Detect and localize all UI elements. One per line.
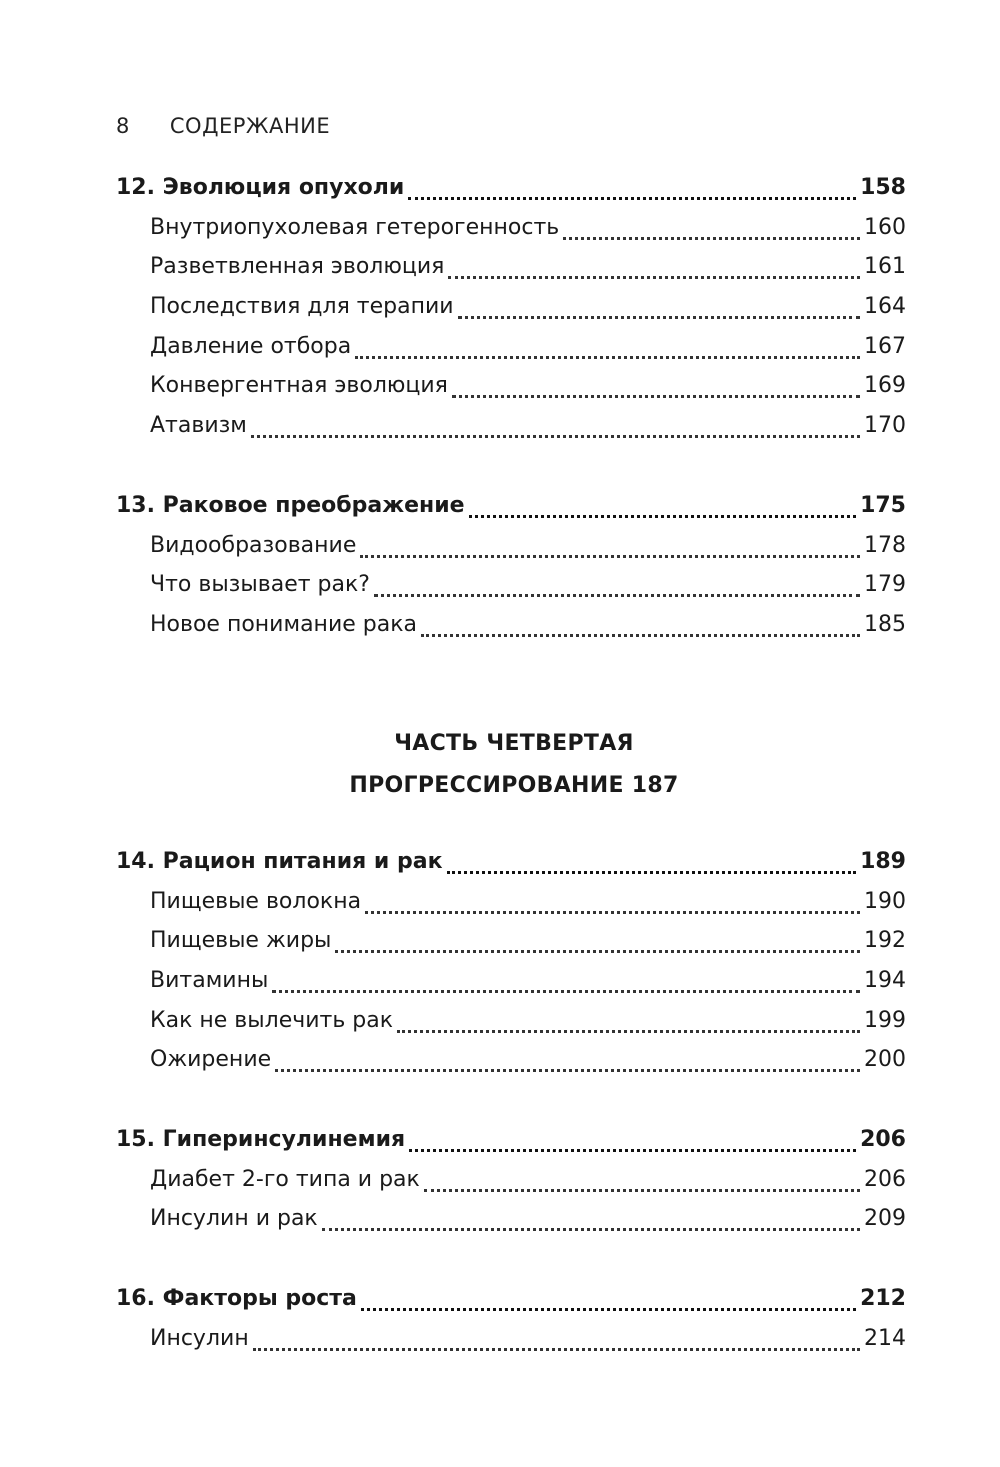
toc-block-2b [116,1120,906,1239]
dot-leader [408,184,856,204]
toc-entry-section[interactable] [116,1001,906,1041]
entry-title: 14. Рацион питания и рак [116,849,443,874]
toc-entry-section[interactable] [116,1199,906,1239]
entry-title: 15. Гиперинсулинемия [116,1127,406,1152]
entry-page: 212 [860,1286,906,1311]
entry-page: 189 [860,849,906,874]
toc-entry-section[interactable] [116,366,906,406]
entry-page: 167 [864,333,906,359]
entry-title: Конвергентная эволюция [150,373,448,399]
entry-page: 206 [860,1127,906,1152]
dot-leader [322,1215,860,1235]
dot-leader [447,858,857,878]
toc-entry-section[interactable] [116,287,906,327]
entry-page: 179 [864,572,906,598]
entry-page: 199 [864,1007,906,1033]
chapter-14 [116,842,906,1080]
dot-leader [563,224,860,244]
entry-page: 169 [864,373,906,399]
toc-entry-section[interactable] [116,1040,906,1080]
toc-entry-section[interactable] [116,406,906,446]
dot-leader [272,977,860,997]
dot-leader [458,303,860,323]
toc-entry-section[interactable] [116,247,906,287]
entry-title: Атавизм [150,413,247,439]
toc-entry-section[interactable] [116,565,906,605]
dot-leader [424,1176,860,1196]
toc-entry-section[interactable] [116,1319,906,1359]
entry-title: Как не вылечить рак [150,1007,394,1033]
part-heading [14,724,1000,806]
entry-page: 200 [864,1047,906,1073]
dot-leader [360,542,860,562]
toc-entry-chapter[interactable] [116,168,906,208]
entry-title: Витамины [150,968,269,994]
toc-entry-chapter[interactable] [116,486,906,526]
entry-title: Пищевые волокна [150,888,362,914]
entry-title: 12. Эволюция опухоли [116,175,405,200]
toc-entry-section[interactable] [116,208,906,248]
part-label: ЧАСТЬ ЧЕТВЕРТАЯ [394,731,634,756]
dot-leader [409,1136,856,1156]
dot-leader [251,422,860,442]
entry-page: 209 [864,1206,906,1232]
toc-entry-chapter[interactable] [116,1120,906,1160]
dot-leader [361,1295,856,1315]
toc-block-1 [116,168,906,446]
dot-leader [335,937,860,957]
toc-entry-section[interactable] [116,1160,906,1200]
entry-title: Внутриопухолевая гетерогенность [150,214,560,240]
entry-title: Ожирение [150,1047,272,1073]
dot-leader [365,898,860,918]
dot-leader [397,1017,860,1037]
toc-entry-section[interactable] [116,526,906,566]
entry-title: 13. Раковое преображение [116,493,465,518]
entry-page: 206 [864,1166,906,1192]
dot-leader [452,382,860,402]
entry-page: 190 [864,888,906,914]
dot-leader [355,343,860,363]
dot-leader [374,581,860,601]
entry-title: Пищевые жиры [150,928,332,954]
entry-title: Инсулин и рак [150,1206,318,1232]
toc-block-2 [116,842,906,1080]
toc-entry-section[interactable] [116,605,906,645]
entry-page: 185 [864,612,906,638]
section-title: СОДЕРЖАНИЕ [169,114,331,138]
dot-leader [421,621,860,641]
entry-title: Видообразование [150,532,357,558]
entry-page: 170 [864,413,906,439]
entry-page: 164 [864,294,906,320]
entry-title: Новое понимание рака [150,612,417,638]
entry-title: Разветвленная эволюция [150,254,445,280]
toc-entry-section[interactable] [116,961,906,1001]
toc-block-2c [116,1279,906,1358]
entry-title: Давление отбора [150,333,352,359]
dot-leader [469,502,857,522]
dot-leader [448,263,860,283]
toc-entry-chapter[interactable] [116,842,906,882]
toc-block-1b [116,486,906,645]
dot-leader [253,1335,860,1355]
entry-page: 194 [864,968,906,994]
entry-page: 161 [864,254,906,280]
entry-title: Диабет 2-го типа и рак [150,1166,420,1192]
entry-page: 192 [864,928,906,954]
entry-title: 16. Факторы роста [116,1286,357,1311]
entry-page: 175 [860,493,906,518]
page-number: 8 [116,114,130,138]
entry-page: 158 [860,175,906,200]
entry-title: Что вызывает рак? [150,572,370,598]
toc-entry-section[interactable] [116,882,906,922]
entry-page: 160 [864,214,906,240]
chapter-13 [116,486,906,645]
part-title[interactable]: ПРОГРЕССИРОВАНИЕ 187 [349,773,679,798]
entry-title: Последствия для терапии [150,294,454,320]
chapter-16 [116,1279,906,1358]
entry-page: 178 [864,532,906,558]
running-head [116,114,330,138]
toc-entry-chapter[interactable] [116,1279,906,1319]
dot-leader [275,1056,860,1076]
chapter-15 [116,1120,906,1239]
entry-page: 214 [864,1325,906,1351]
toc-entry-section[interactable] [116,921,906,961]
chapter-12 [116,168,906,446]
toc-entry-section[interactable] [116,327,906,367]
entry-title: Инсулин [150,1325,249,1351]
